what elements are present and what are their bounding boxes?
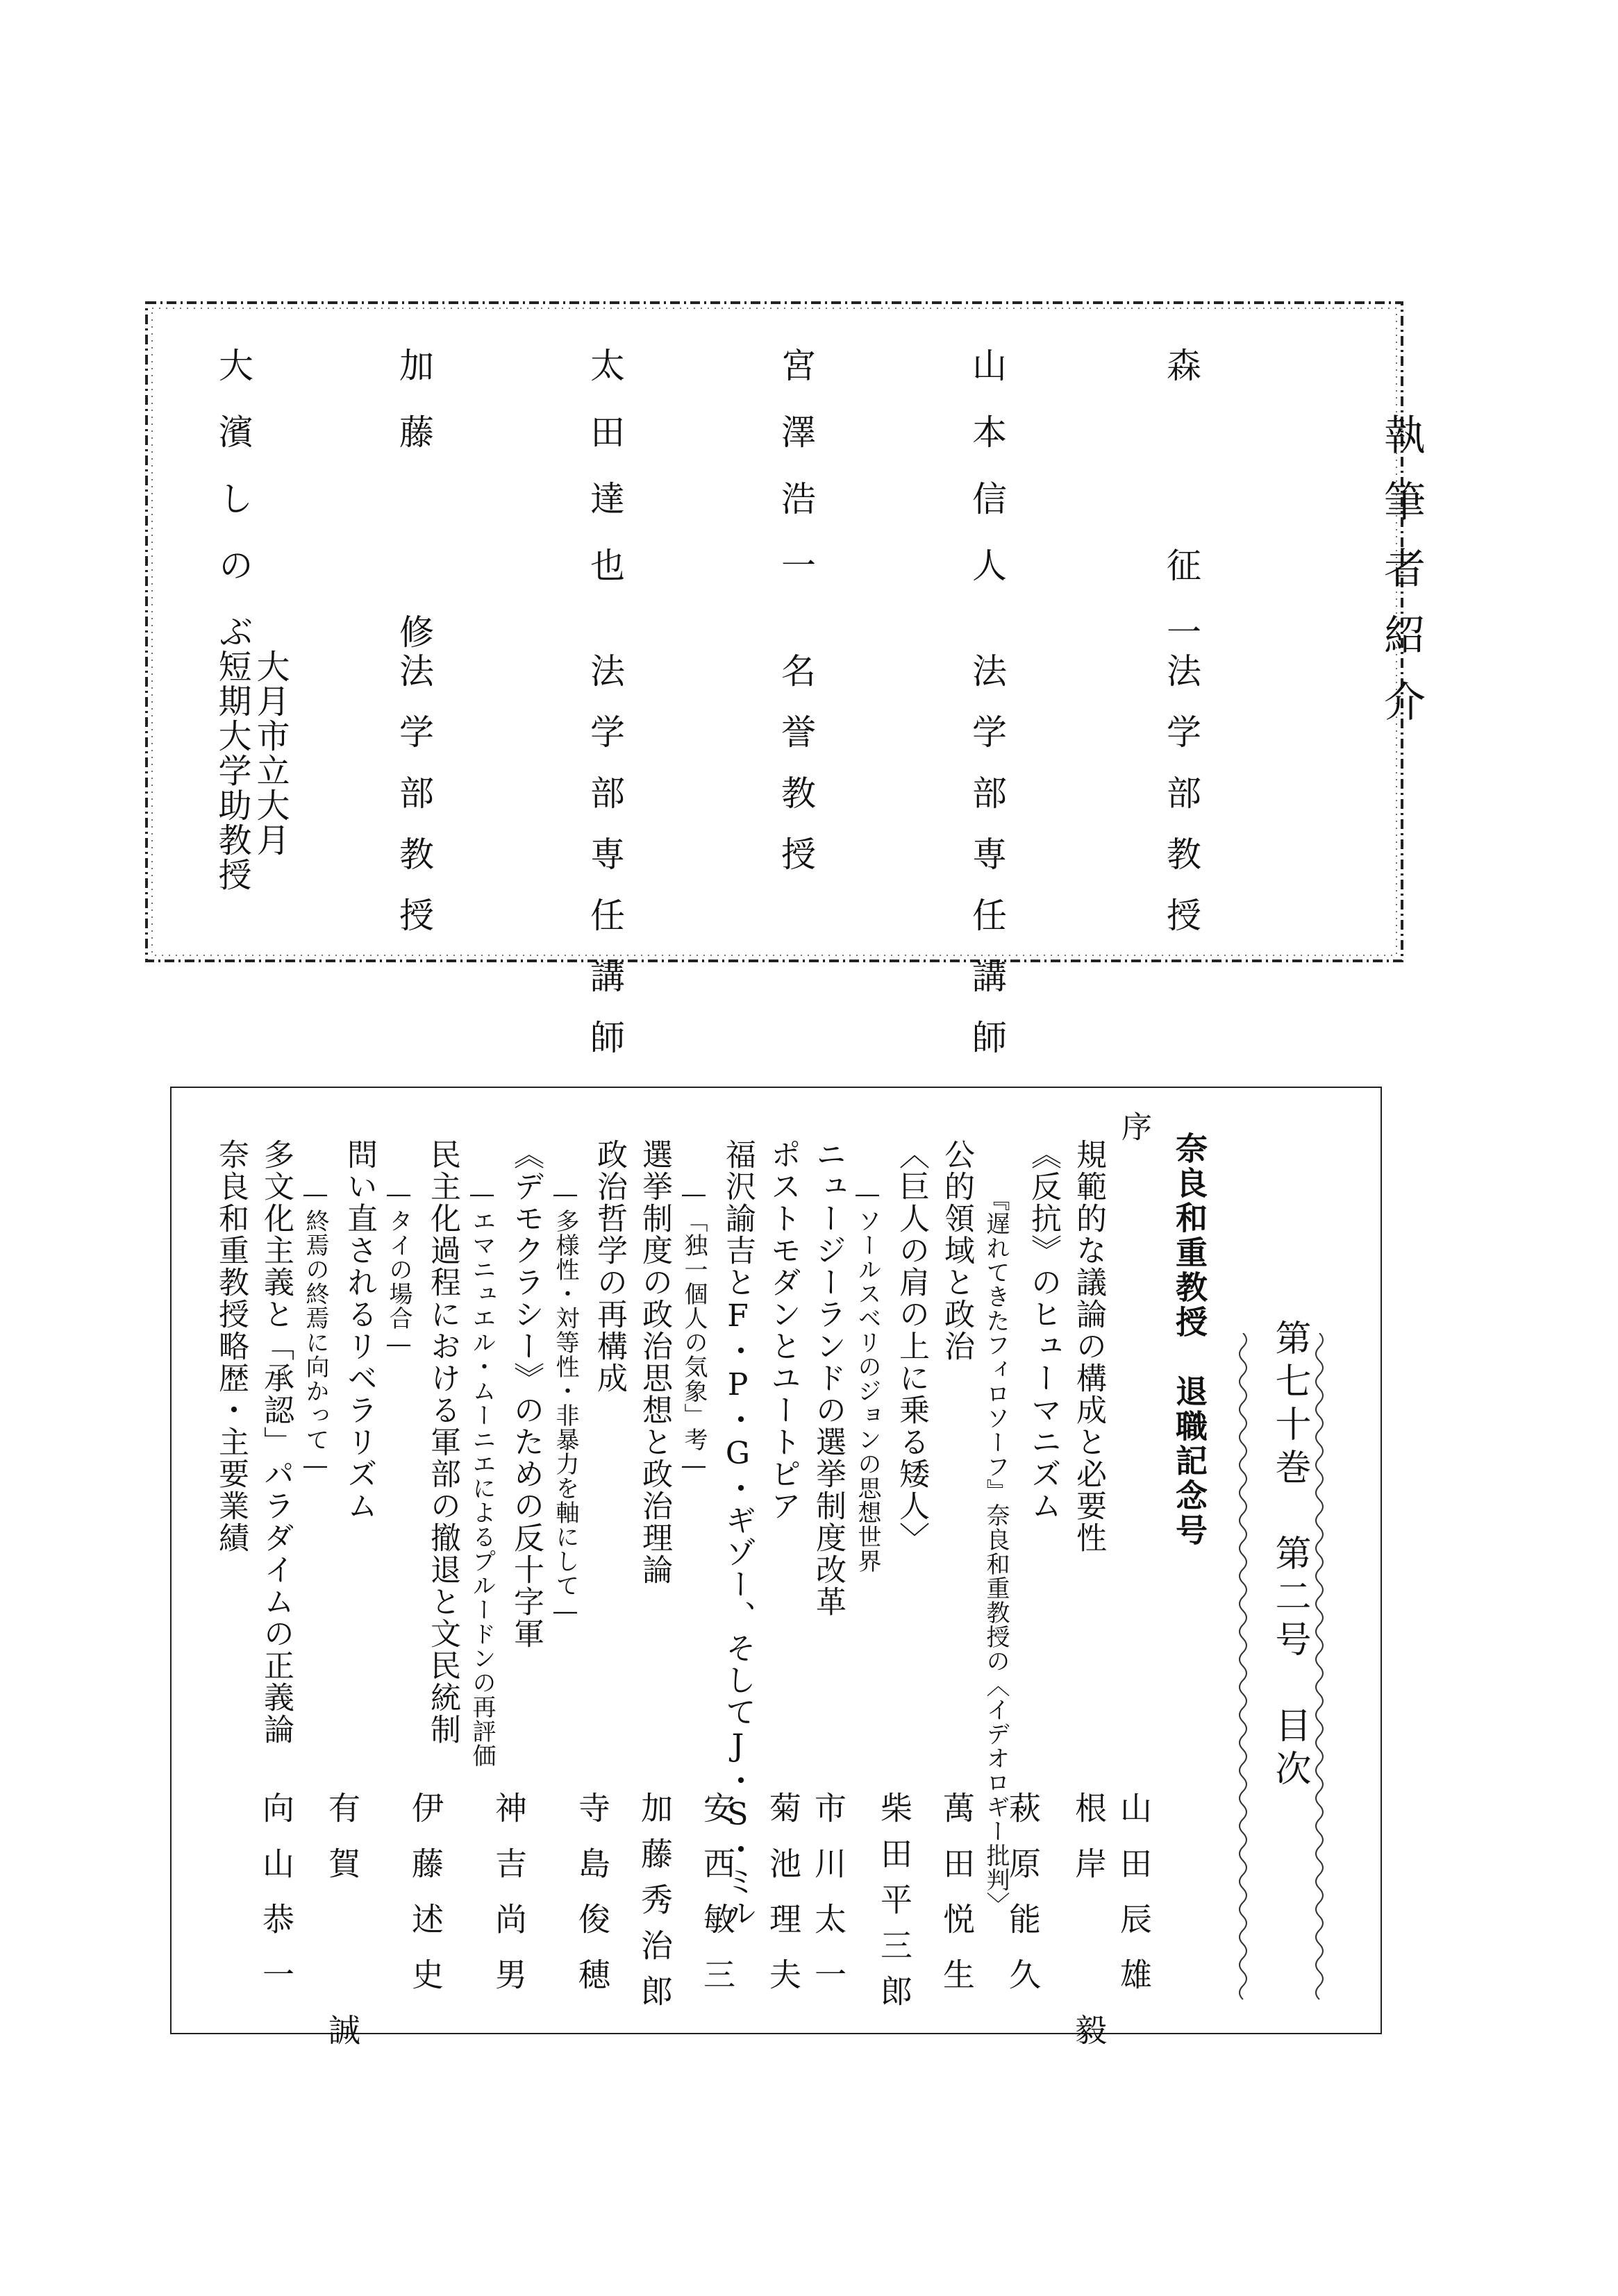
author-name: 太田達也	[585, 347, 625, 614]
toc-entry-title: 多文化主義と「承認」パラダイムの正義論	[258, 1139, 294, 1745]
toc-entry-title: 選挙制度の政治思想と政治理論	[637, 1139, 672, 1586]
toc-entry-author: 萩原能久	[1004, 1791, 1042, 2013]
toc-entry-author: 安西敏三	[699, 1791, 736, 2013]
toc-entry-author: 山田辰雄	[1115, 1791, 1153, 2013]
toc-entry-subtitle: 『遅れてきたフィロソーフ』奈良和重教授の〈イデオロギー批判〉	[982, 1187, 1010, 1916]
author-role: 法学部専任講師	[967, 653, 1007, 1080]
toc-entry-author: 伊藤述史	[407, 1791, 444, 2013]
toc-entry-subtitle: ―多様性・対等性・非暴力を軸にして―	[551, 1180, 579, 1626]
author-role: 短期大学助教授	[212, 649, 251, 892]
toc-entry-author: 菊池理夫	[765, 1791, 802, 2013]
volume-title: 第七十巻 第二号 目次	[1269, 1319, 1310, 1793]
author-section-title: 執筆者紹介	[1377, 413, 1426, 746]
toc-entry-subtitle: ―ソールスベリのジョンの思想世界	[853, 1180, 881, 1573]
toc-entry-subtitle: ―エマニュエル・ムーニエによるプルードンの再評価	[468, 1180, 496, 1768]
author-name: 山本信人	[967, 347, 1007, 614]
author-name: 森 征一	[1161, 347, 1201, 680]
toc-entry-subtitle: ―「独一個人の気象」考―	[680, 1180, 708, 1480]
toc-entry-title: 序	[1116, 1111, 1151, 1143]
author-name: 宮澤浩一	[776, 347, 816, 614]
toc-entry-author: 神吉尚男	[490, 1791, 528, 2013]
author-role: 法学部教授	[1161, 653, 1201, 958]
toc-entry-title: ニュージーランドの選挙制度改革	[810, 1139, 846, 1618]
toc-entry-author: 根岸 毅	[1070, 1791, 1108, 2069]
toc-entry-author: 萬田悦生	[938, 1791, 976, 2013]
author-role: 法学部教授	[394, 653, 434, 958]
toc-entry-author: 向山恭一	[258, 1791, 295, 2013]
toc-entry-title: 《デモクラシー》のための反十字軍	[508, 1139, 544, 1650]
toc-entry-subtitle: ―終焉の終焉に向かって―	[301, 1180, 329, 1480]
toc-entry-author: 加藤秀治郎	[636, 1791, 674, 2020]
author-role: 法学部専任講師	[585, 653, 625, 1080]
author-role: 名誉教授	[776, 653, 816, 897]
toc-entry-title: 政治哲学の再構成	[592, 1139, 627, 1394]
toc-entry-author: 有賀 誠	[324, 1791, 361, 2069]
author-introduction-box	[142, 299, 1426, 1080]
toc-entry-title: 問い直されるリベラリズム	[342, 1139, 377, 1522]
author-name: 加藤 修	[394, 347, 434, 680]
toc-entry-author: 寺島俊穂	[574, 1791, 611, 2013]
toc-entry-subtitle: ―タイの場合―	[385, 1180, 412, 1359]
toc-entry-title: 民主化過程における軍部の撤退と文民統制	[425, 1139, 460, 1745]
toc-entry-title: 公的領域と政治	[939, 1139, 974, 1362]
author-name: 大濱しのぶ	[213, 347, 253, 680]
toc-entry-title: 福沢諭吉とF・P・G・ギゾー、そしてJ・S・ミル	[720, 1139, 756, 1929]
toc-entry-author: 市川太一	[810, 1791, 847, 2013]
toc-entry-title: 〈巨人の肩の上に乗る矮人〉	[894, 1139, 929, 1554]
toc-entry-title: ポストモダンとユートピア	[765, 1139, 801, 1522]
author-role: 大月市立大月	[251, 649, 290, 857]
toc-entry-author: 柴田平三郎	[876, 1791, 913, 2020]
special-issue-heading: 奈良和重教授 退職記念号	[1171, 1132, 1208, 1548]
toc-entry-title: 《反抗》のヒューマニズム	[1026, 1139, 1061, 1522]
wavy-line-decoration	[1233, 1333, 1253, 2000]
toc-entry-title: 規範的な議論の構成と必要性	[1071, 1139, 1106, 1554]
toc-entry-title: 奈良和重教授略歴・主要業績	[213, 1139, 249, 1554]
